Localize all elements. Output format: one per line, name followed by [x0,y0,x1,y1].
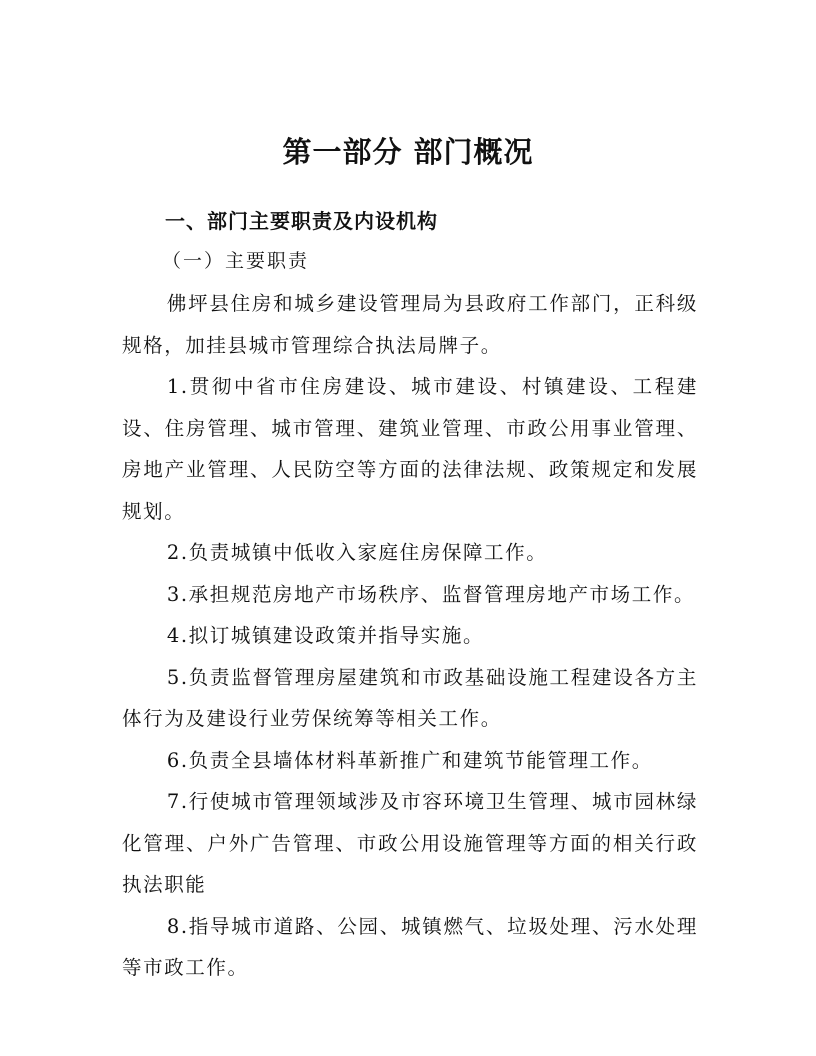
paragraph: 3.承担规范房地产市场秩序、监督管理房地产市场工作。 [166,582,696,606]
paragraph: 2.负责城镇中低收入家庭住房保障工作。 [166,541,548,564]
page-title: 第一部分 部门概况 [282,135,534,169]
paragraph: 1.贯彻中省市住房建设、城市建设、村镇建设、工程建设、住房管理、城市管理、建筑业管理、市政公用事业管理、房地产业管理、人民防空等方面的法律法规、政策规定和发展规划。 [122,375,698,523]
paragraph: 5.负责监督管理房屋建筑和市政基础设施工程建设各方主体行为及建设行业劳保统筹等相关工作。 [122,665,698,730]
paragraph: 6.负责全县墙体材料革新推广和建筑节能管理工作。 [166,748,653,772]
paragraph: 佛坪县住房和城乡建设管理局为县政府工作部门，正科级规格，加挂县城市管理综合执法局牌子。 [122,292,698,357]
paragraph: 7.行使城市管理领域涉及市容环境卫生管理、城市园林绿化管理、户外广告管理、市政公用设施管理等方面的相关行政执法职能 [122,790,698,896]
paragraph: 4.拟订城镇建设政策并指导实施。 [166,624,485,647]
section-heading: 一、部门主要职责及内设机构 [165,209,438,233]
subsection-heading: （一）主要职责 [162,250,310,272]
document-body [122,283,698,989]
paragraph: 8.指导城市道路、公园、城镇燃气、垃圾处理、污水处理等市政工作。 [122,914,698,979]
